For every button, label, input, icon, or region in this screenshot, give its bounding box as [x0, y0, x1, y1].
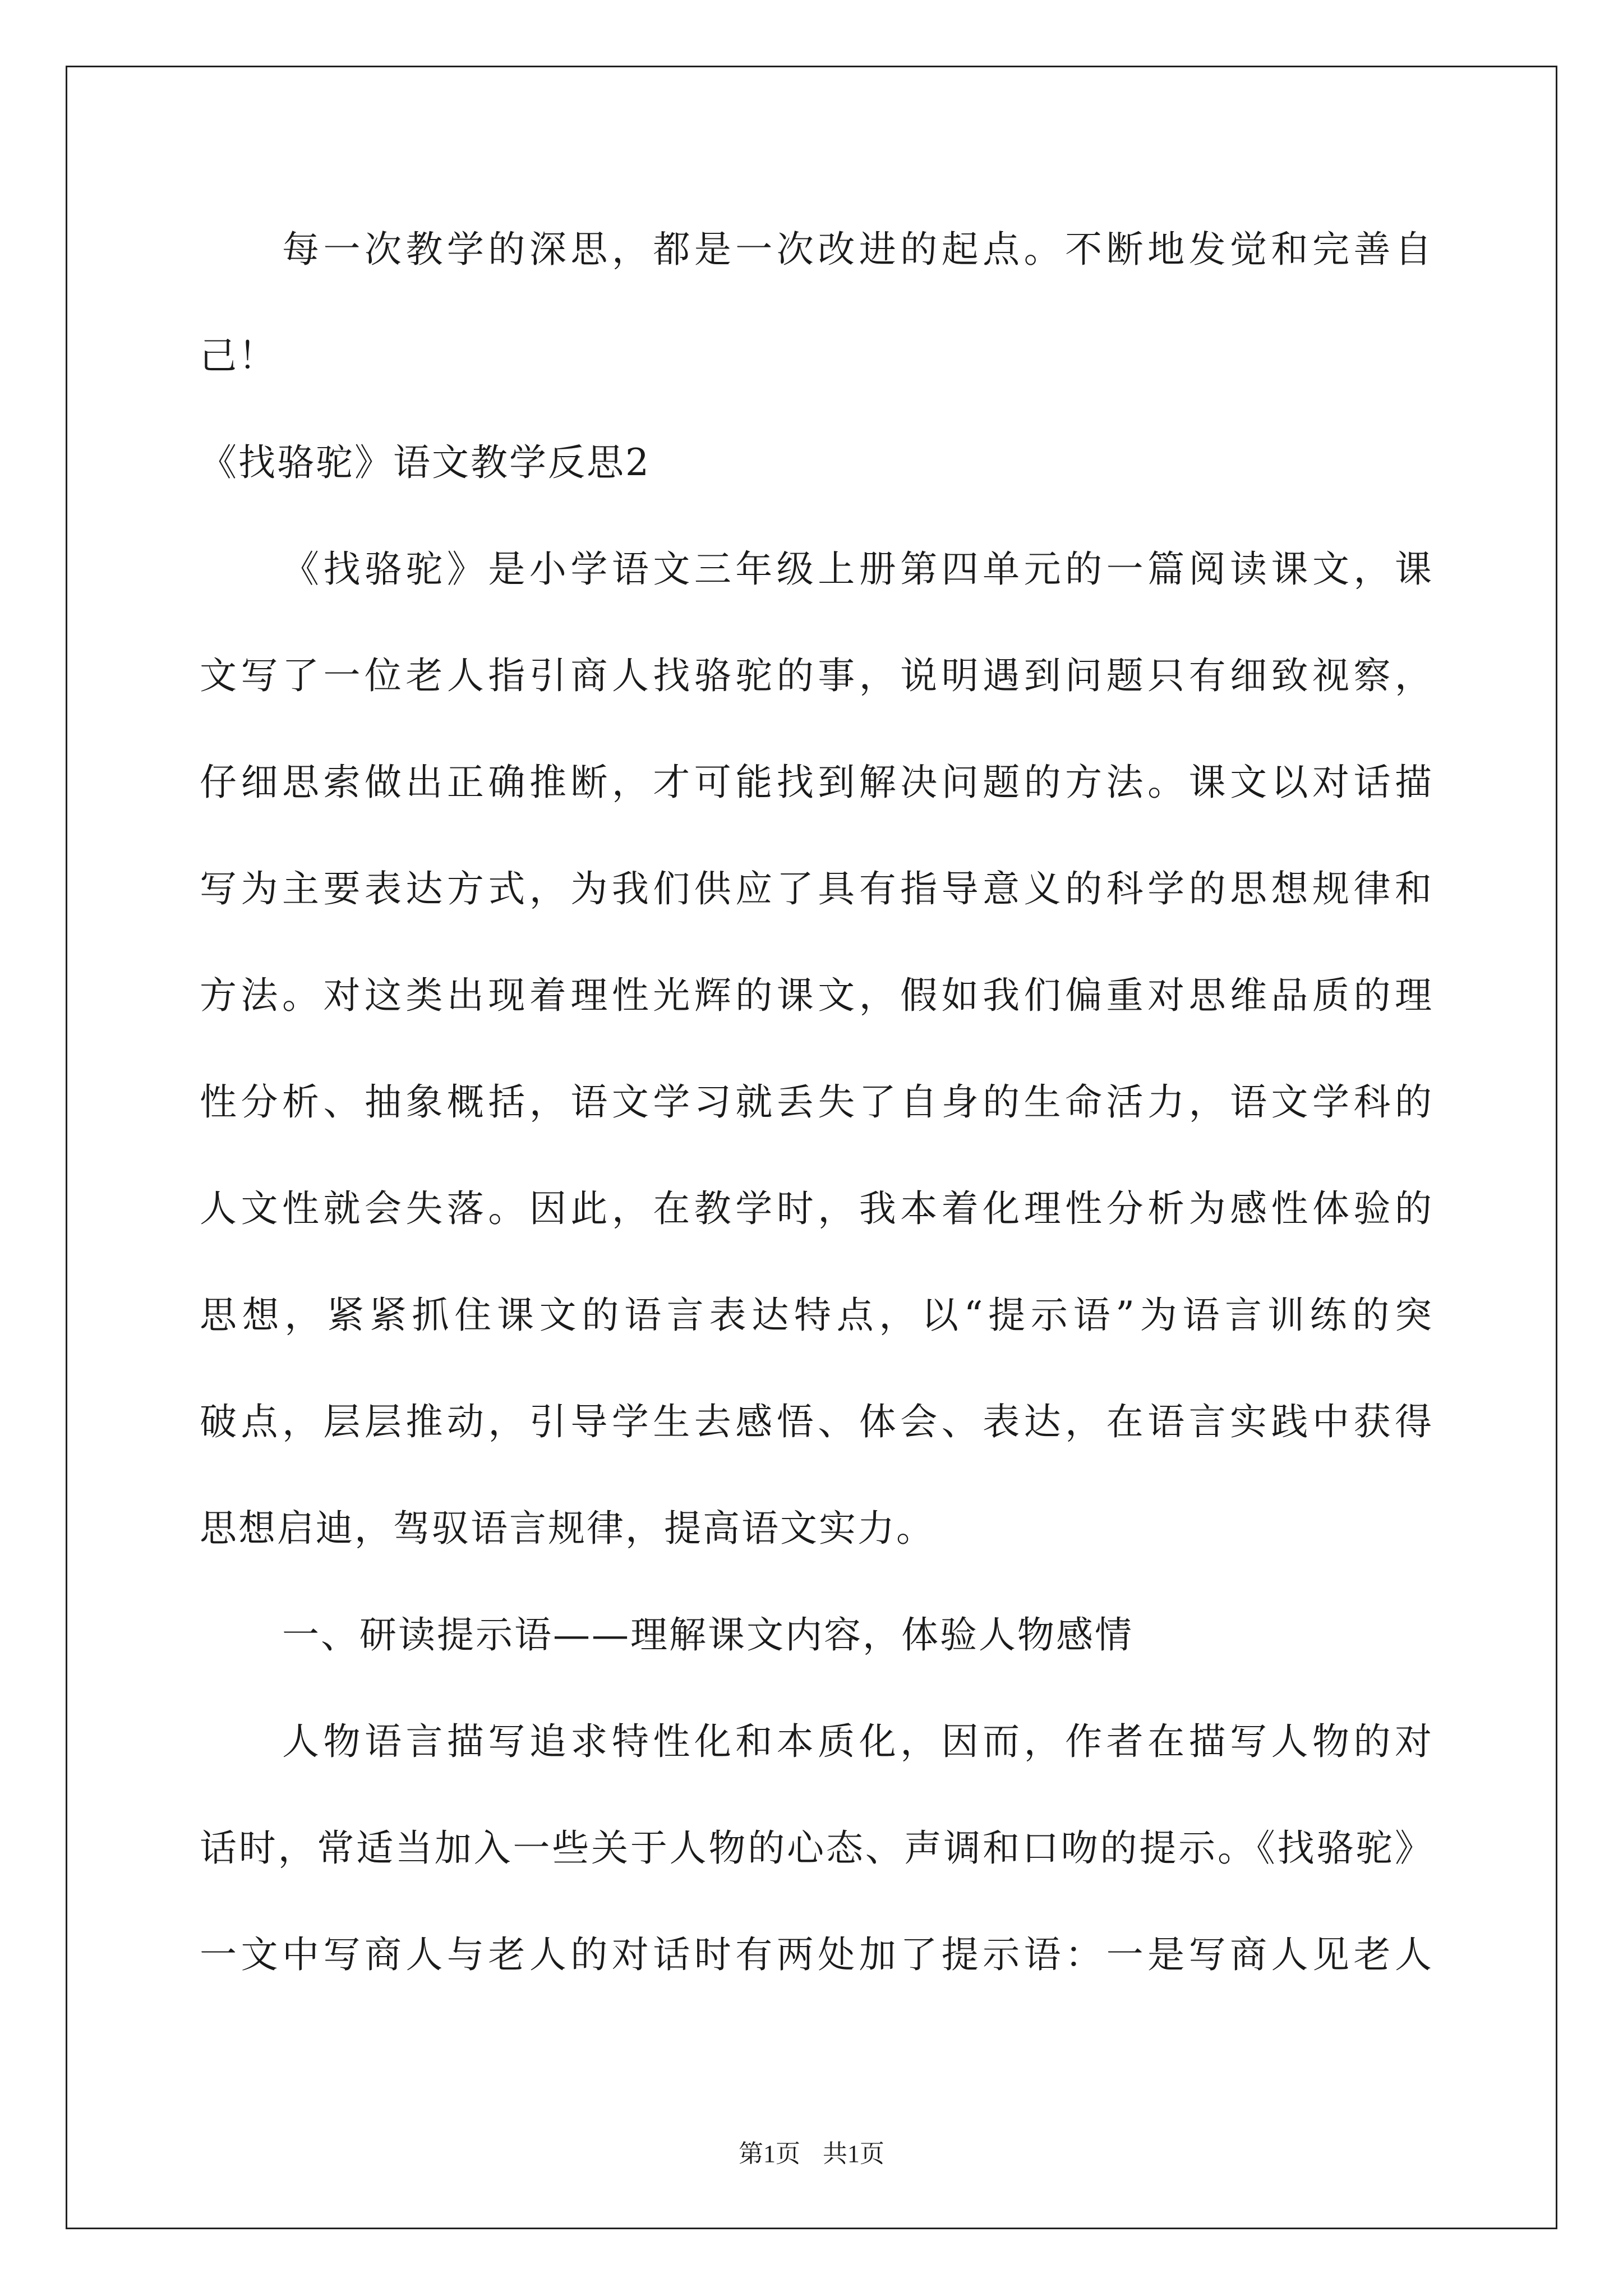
page-border: [66, 66, 1557, 2229]
page-total: 共1页: [823, 2140, 884, 2168]
section-heading: 《找骆驼》语文教学反思2: [200, 441, 651, 484]
paragraph-line: 方法。对这类出现着理性光辉的课文，假如我们偏重对思维品质的理: [200, 974, 1433, 1017]
paragraph-line: 己！: [200, 334, 277, 378]
paragraph-line: 思想启迪，驾驭语言规律，提高语文实力。: [200, 1507, 935, 1550]
paragraph-line: 每一次教学的深思，都是一次改进的起点。不断地发觉和完善自: [282, 228, 1433, 271]
paragraph-line: 破点，层层推动，引导学生去感悟、体会、表达，在语言实践中获得: [200, 1400, 1433, 1443]
paragraph-line: 一文中写商人与老人的对话时有两处加了提示语：一是写商人见老人: [200, 1933, 1433, 1976]
paragraph-line: 仔细思索做出正确推断，才可能找到解决问题的方法。课文以对话描: [200, 761, 1433, 804]
page-footer: [0, 2137, 1623, 2171]
page-number: 第1页: [739, 2140, 800, 2168]
paragraph-line: 人物语言描写追求特性化和本质化，因而，作者在描写人物的对: [282, 1720, 1433, 1763]
paragraph-line: 写为主要表达方式，为我们供应了具有指导意义的科学的思想规律和: [200, 867, 1433, 910]
paragraph-line: 性分析、抽象概括，语文学习就丢失了自身的生命活力，语文学科的: [200, 1080, 1433, 1124]
paragraph-line: 人文性就会失落。因此，在教学时，我本着化理性分析为感性体验的: [200, 1187, 1433, 1230]
subsection-heading: 一、研读提示语——理解课文内容，体验人物感情: [282, 1613, 1133, 1657]
paragraph-line: 《找骆驼》是小学语文三年级上册第四单元的一篇阅读课文，课: [282, 547, 1433, 591]
paragraph-line: 思想，紧紧抓住课文的语言表达特点，以“提示语”为语言训练的突: [200, 1294, 1433, 1337]
paragraph-line: 文写了一位老人指引商人找骆驼的事，说明遇到问题只有细致视察，: [200, 654, 1433, 697]
paragraph-line: 话时，常适当加入一些关于人物的心态、声调和口吻的提示。《找骆驼》: [200, 1826, 1433, 1870]
